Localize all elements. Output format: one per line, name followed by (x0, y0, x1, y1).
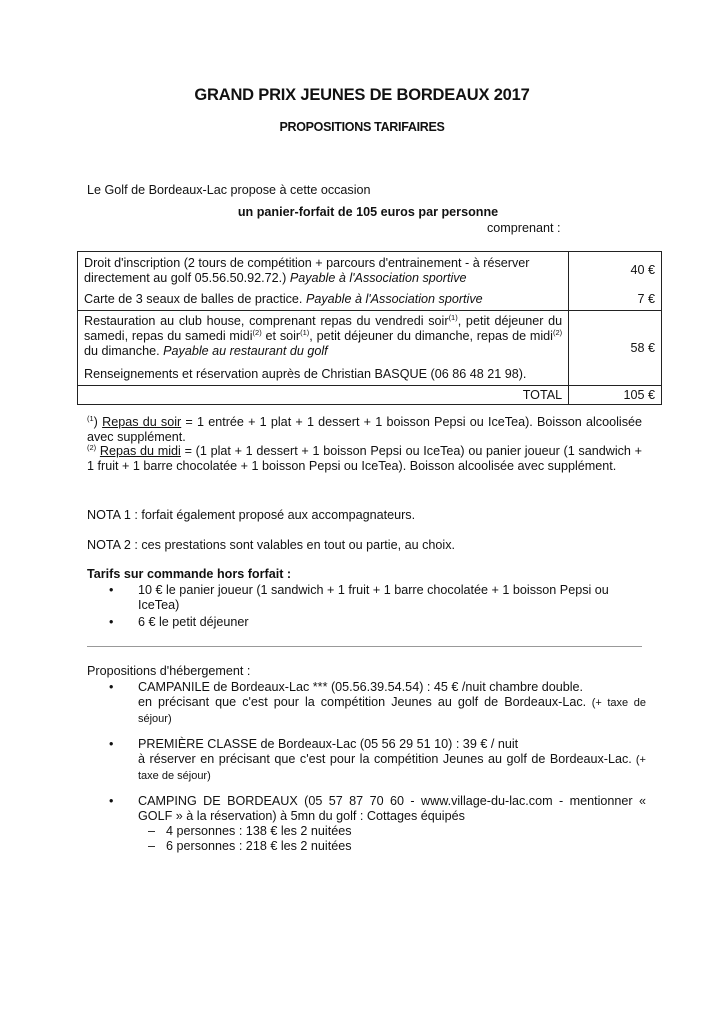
camping-option-text: 4 personnes : 138 € les 2 nuitées (166, 824, 352, 838)
bullet-icon: • (109, 794, 114, 808)
practice-item (84, 292, 562, 307)
registration-text: Droit d'inscription (2 tours de compétition + parcours d'entrainement - à réserver directement au golf 05.56.50.92.72.) (84, 255, 530, 285)
campanile-tax: (+ taxe de séjour) (138, 697, 646, 725)
pricing-table (77, 251, 662, 405)
hors-forfait-list (101, 583, 646, 632)
dash-icon: – (148, 824, 156, 838)
hebergement-camping (101, 794, 646, 854)
camping-option-text: 6 personnes : 218 € les 2 nuitées (166, 839, 352, 853)
table-row-restaurant (78, 311, 662, 386)
restaurant-price: 58 € (569, 311, 662, 386)
footnote-ref-2: (2) (252, 328, 262, 337)
hebergement-premiere-classe (101, 737, 646, 784)
total-label: TOTAL (78, 386, 569, 405)
premiere-classe-line-1: PREMIÈRE CLASSE de Bordeaux-Lac (05 56 29 51 10) : 39 € / nuit (138, 737, 519, 751)
footnote-2 (87, 444, 642, 473)
table-row-registration (78, 252, 662, 311)
bullet-icon: • (109, 680, 114, 694)
footnote-1-marker: (1 (87, 414, 94, 423)
footnote-ref-1: (1) (448, 313, 458, 322)
practice-price: 7 € (637, 292, 655, 306)
hebergement-heading: Propositions d'hébergement : (87, 664, 251, 678)
bullet-icon: • (109, 583, 114, 597)
camping-options (138, 824, 646, 854)
registration-price-cell (569, 252, 662, 311)
registration-price: 40 € (630, 263, 655, 277)
list-item (101, 615, 646, 630)
footnotes (87, 415, 642, 473)
hebergement-campanile (101, 680, 646, 727)
premiere-classe-note: à réserver en précisant que c'est pour la compétition Jeunes au golf de Bordeaux-Lac. (138, 752, 632, 766)
nota-2: NOTA 2 : ces prestations sont valables en tout ou partie, au choix. (87, 538, 455, 552)
footnote-1-close: ) (93, 415, 98, 429)
comprenant-text: comprenant : (487, 221, 561, 235)
registration-item (84, 256, 562, 286)
footnote-2-marker: (2) (87, 443, 97, 452)
hors-forfait-heading: Tarifs sur commande hors forfait : (87, 567, 292, 581)
footnote-ref-1b: (1) (300, 328, 310, 337)
table-row-total (78, 386, 662, 405)
premiere-classe-line-2 (138, 752, 646, 784)
offer-text: un panier-forfait de 105 euros par personne (237, 205, 499, 219)
restaurant-text-5: du dimanche. (84, 344, 160, 358)
registration-description (78, 252, 569, 311)
document-title: GRAND PRIX JEUNES DE BORDEAUX 2017 (194, 86, 530, 104)
hebergement-list (101, 680, 646, 864)
practice-text: Carte de 3 seaux de balles de practice. (84, 291, 303, 306)
list-item (138, 839, 646, 854)
premiere-classe-tax: (+ taxe de séjour) (138, 754, 646, 782)
camping-line-1: CAMPING DE BORDEAUX (05 57 87 70 60 - www.village-du-lac.com - mentionner « GOLF » à la réservation) à 5mn du golf : Cottages équipés (138, 794, 646, 823)
restaurant-payable: Payable au restaurant du golf (163, 344, 328, 358)
restaurant-contact: Renseignements et réservation auprès de Christian BASQUE (06 86 48 21 98). (84, 367, 527, 381)
total-price: 105 € (569, 386, 662, 405)
practice-payable: Payable à l'Association sportive (305, 291, 483, 306)
document-subtitle: PROPOSITIONS TARIFAIRES (279, 120, 445, 134)
restaurant-item (84, 314, 562, 359)
restaurant-text-3: et soir (261, 329, 301, 343)
bullet-icon: • (109, 615, 114, 629)
campanile-note: en précisant que c'est pour la compétition Jeunes au golf de Bordeaux-Lac. (138, 695, 587, 709)
intro-text: Le Golf de Bordeaux-Lac propose à cette occasion (87, 183, 371, 197)
dash-icon: – (148, 839, 156, 853)
restaurant-text-4: , petit déjeuner du dimanche, repas de midi (309, 329, 553, 343)
hors-forfait-item-text: 10 € le panier joueur (1 sandwich + 1 fruit + 1 barre chocolatée + 1 boisson Pepsi ou IceTea) (138, 583, 609, 612)
restaurant-text-1: Restauration au club house, comprenant repas du vendredi soir (84, 314, 449, 328)
footnote-1-title: Repas du soir (102, 415, 182, 429)
footnote-1 (87, 415, 642, 444)
campanile-line-2 (138, 695, 646, 727)
footnote-2-title: Repas du midi (99, 444, 181, 458)
list-item (101, 583, 646, 613)
list-item (138, 824, 646, 839)
registration-payable: Payable à l'Association sportive (289, 270, 467, 285)
nota-1: NOTA 1 : forfait également proposé aux accompagnateurs. (87, 508, 416, 522)
bullet-icon: • (109, 737, 114, 751)
campanile-line-1: CAMPANILE de Bordeaux-Lac *** (05.56.39.54.54) : 45 € /nuit chambre double. (138, 680, 584, 694)
restaurant-text-2: , petit déjeuner du samedi, repas du samedi midi (84, 314, 563, 343)
footnote-2-text: = (1 plat + 1 dessert + 1 boisson Pepsi ou IceTea) ou panier joueur (1 sandwich + 1 fruit + 1 barre chocolatée + 1 boisson Pepsi ou IceTea). Boisson alcoolisée avec supplément. (87, 444, 643, 473)
restaurant-description (78, 311, 569, 386)
footnote-ref-2b: (2) (553, 328, 563, 337)
footnote-1-text: = 1 entrée + 1 plat + 1 dessert + 1 boisson Pepsi ou IceTea). Boisson alcoolisée avec supplément. (87, 415, 643, 444)
section-divider (87, 646, 642, 647)
hors-forfait-item-text: 6 € le petit déjeuner (138, 615, 249, 629)
